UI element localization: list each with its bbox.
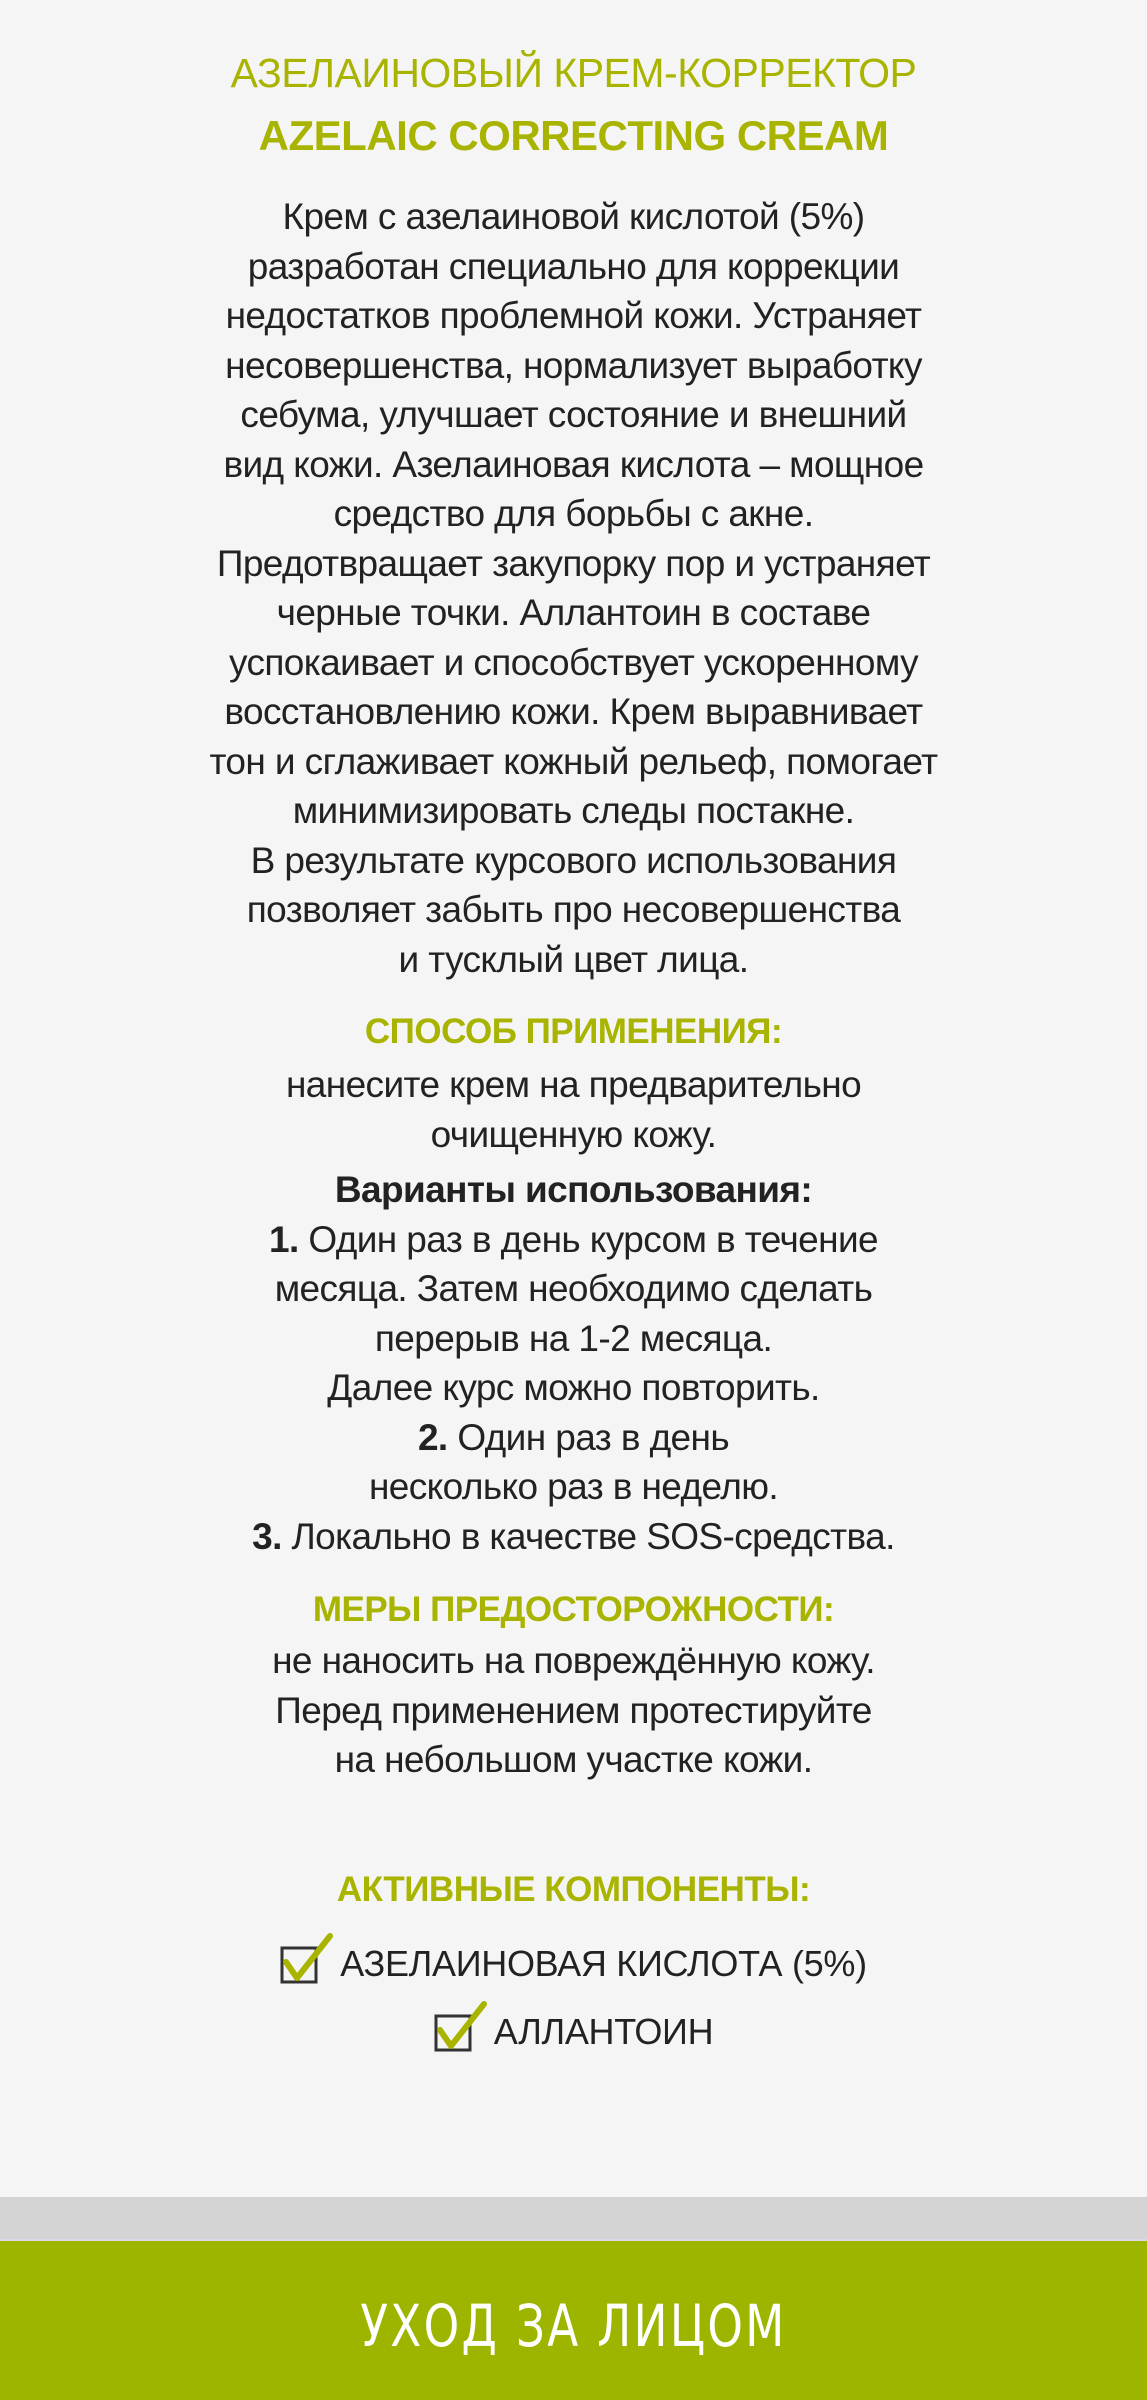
variant-number: 3.: [252, 1515, 282, 1557]
description-line: черные точки. Аллантоин в составе: [276, 592, 871, 633]
description-line: несовершенства, нормализует выработку: [225, 344, 922, 386]
variant-text: Один раз в день: [457, 1416, 730, 1458]
variant-line: Далее курс можно повторить.: [327, 1367, 820, 1408]
variant-2: [40, 1413, 1107, 1463]
usage-line: очищенную кожу.: [430, 1113, 717, 1155]
description-line: себума, улучшает состояние и внешний: [240, 394, 907, 435]
description-line: вид кожи. Азелаиновая кислота – мощное: [223, 443, 924, 485]
precaution-line: Перед применением протестируйте: [275, 1689, 872, 1731]
product-title-en: AZELAIC CORRECTING CREAM: [258, 112, 889, 159]
precaution-line: не наносить на повреждённую кожу.: [272, 1640, 875, 1681]
usage-heading: СПОСОБ ПРИМЕНЕНИЯ:: [364, 1012, 783, 1051]
product-title-ru: АЗЕЛАИНОВЫЙ КРЕМ-КОРРЕКТОР: [230, 50, 917, 96]
active-components-list: [0, 1930, 1147, 2066]
checkbox-checked-icon: [434, 2012, 476, 2052]
description-line: В результате курсового использования: [250, 839, 897, 881]
active-components-heading: АКТИВНЫЕ КОМПОНЕНТЫ:: [336, 1870, 811, 1909]
variant-1: [40, 1215, 1107, 1265]
description-line: Крем с азелаиновой кислотой (5%): [282, 196, 865, 237]
usage-section: [40, 1060, 1107, 1561]
ingredient-label: АЛЛАНТОИН: [493, 2011, 714, 2052]
description-line: тон и сглаживает кожный рельеф, помогает: [209, 740, 938, 782]
description-line: разработан специально для коррекции: [247, 245, 900, 287]
usage-line: нанесите крем на предварительно: [285, 1064, 862, 1105]
description-line: и тусклый цвет лица.: [398, 938, 749, 980]
variant-3: [40, 1512, 1107, 1562]
variant-number: 2.: [417, 1416, 448, 1458]
variant-number: 1.: [269, 1218, 299, 1260]
variants-title: Варианты использования:: [334, 1169, 813, 1210]
precautions-section: [40, 1636, 1107, 1785]
variant-line: месяца. Затем необходимо сделать: [274, 1268, 873, 1309]
precautions-heading: МЕРЫ ПРЕДОСТОРОЖНОСТИ:: [312, 1590, 835, 1629]
checkbox-checked-icon: [280, 1944, 322, 1984]
description-line: недостатков проблемной кожи. Устраняет: [225, 295, 922, 336]
variant-text: Локально в качестве SOS-средства.: [291, 1515, 895, 1557]
product-description: [60, 192, 1087, 984]
ingredient-item: [0, 1930, 1147, 1998]
description-line: позволяет забыть про несовершенства: [246, 889, 901, 930]
description-line: восстановлению кожи. Крем выравнивает: [224, 691, 923, 732]
divider-band: [0, 2197, 1147, 2241]
variant-line: несколько раз в неделю.: [368, 1466, 779, 1507]
description-line: успокаивает и способствует ускоренному: [228, 641, 919, 683]
precaution-line: на небольшом участке кожи.: [334, 1739, 813, 1780]
description-line: Предотвращает закупорку пор и устраняет: [216, 542, 931, 584]
footer-category-label: УХОД ЗА ЛИЦОМ: [360, 2292, 787, 2360]
ingredient-label: АЗЕЛАИНОВАЯ КИСЛОТА (5%): [340, 1943, 867, 1984]
description-line: средство для борьбы с акне.: [333, 493, 814, 534]
variant-text: Один раз в день курсом в течение: [308, 1218, 878, 1260]
description-line: минимизировать следы постакне.: [292, 790, 855, 831]
ingredient-item: [0, 1998, 1147, 2066]
variant-line: перерыв на 1-2 месяца.: [374, 1317, 773, 1359]
